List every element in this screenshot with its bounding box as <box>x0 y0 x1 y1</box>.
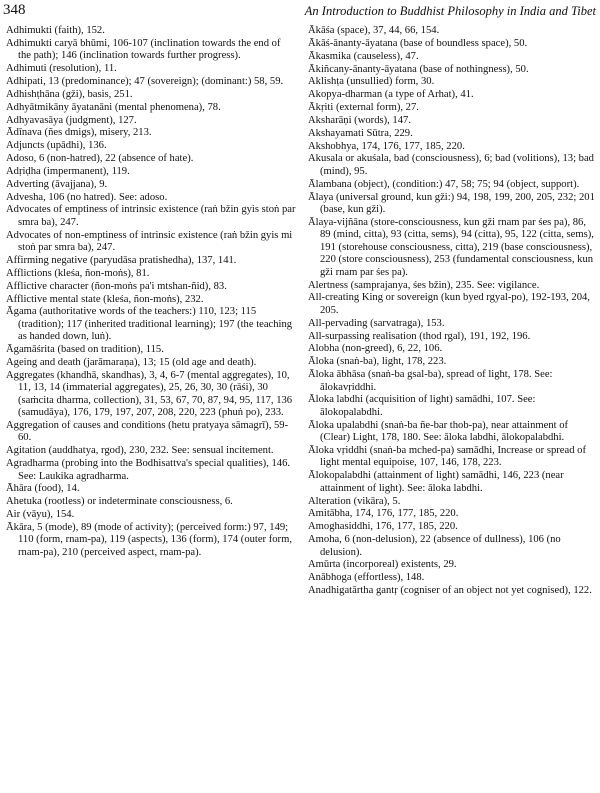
index-entry: Anābhoga (effortless), 148. <box>308 572 425 584</box>
index-entry: Ādīnava (ñes dmigs), misery, 213. <box>6 127 152 139</box>
index-entry: Āloka labdhi (acquisition of light) samādhi, 107. See: ālokopalabdhi. <box>308 394 536 418</box>
index-entry: Adṛiḍha (impermanent), 119. <box>6 165 130 177</box>
index-entry: Ahetuka (rootless) or indeterminate consciousness, 6. <box>6 496 233 508</box>
index-entry: Afflictions (kleśa, ñon-moṅs), 81. <box>6 267 150 279</box>
index-entry: Āloka (snaṅ-ba), light, 178, 223. <box>308 356 447 368</box>
index-entry: Ageing and death (jarāmaraṇa), 13; 15 (old age and death). <box>6 356 257 368</box>
index-entry: Ākāśa (space), 37, 44, 66, 154. <box>308 25 440 36</box>
index-entry: Adverting (āvajjana), 9. <box>6 178 108 190</box>
index-entry: Adhimuti (resolution), 11. <box>6 63 117 75</box>
running-title: An Introduction to Buddhist Philosophy in India and Tibet <box>304 4 596 18</box>
index-entry: Amitābha, 174, 176, 177, 185, 220. <box>308 508 459 520</box>
index-entry: Amoghasiddhi, 176, 177, 185, 220. <box>308 521 458 533</box>
index-entry: Akusala or akuśala, bad (consciousness), 6; bad (volitions), 13; bad (mind), 95. <box>308 153 594 177</box>
index-entry: Alobha (non-greed), 6, 22, 106. <box>308 343 443 355</box>
index-entry: All-creating King or sovereign (kun byed rgyal-po), 192-193, 204, 205. <box>308 292 590 316</box>
index-entry: Adhimukti caryā bhūmi, 106-107 (inclination towards the end of the path); 146 (inclination towards further progress). <box>6 37 281 62</box>
index-entry: Ālaya-vijñāna (store-consciousness, kun gži rnam par śes pa), 86, 89 (mind, citta), 93 (citta, sems), 94 (citta), 95, 122 (citta, sems), 191 (storehouse consciousness, citta), 219 (base consciousness), 220 (store consciousness), 253 (fundamental consciousness, kun gži rnam par śes pa). <box>308 216 594 278</box>
index-entry: All-pervading (sarvatraga), 153. <box>308 317 445 329</box>
index-entry: Amūrta (incorporeal) existents, 29. <box>308 559 457 571</box>
page-header <box>0 0 600 22</box>
index-entry: Akopya-dharman (a type of Arhat), 41. <box>308 89 474 101</box>
index-entry: Advesha, 106 (no hatred). See: adoso. <box>6 191 168 203</box>
index-entry: Adjuncts (upādhi), 136. <box>6 140 107 152</box>
index-entry: Adhishṭhāna (gži), basis, 251. <box>6 88 133 100</box>
index-entry: Aggregates (khandhā, skandhas), 3, 4, 6-7 (mental aggregates), 10, 11, 13, 14 (immaterial aggregates), 25, 26, 30, 30 (rāśi), 30 (saṁcita dharma, collection), 31, 53, 67, 70, 87, 94, 95, 117, 136 (samudāya), 176, 179, 197, 207, 208, 220, 223 (phuṅ po), 233. <box>6 369 293 419</box>
index-entry: Akshayamati Sūtra, 229. <box>308 127 413 139</box>
index-entry: Ākiñcany-ānanty-āyatana (base of nothingness), 50. <box>308 63 529 75</box>
index-entry: Adhyātmikāny āyatanāni (mental phenomena), 78. <box>6 101 221 113</box>
index-entry: Adoso, 6 (non-hatred), 22 (absence of hate). <box>6 153 194 165</box>
index-entry: All-surpassing realisation (thod rgal), 191, 192, 196. <box>308 330 531 342</box>
index-entry: Agradharma (probing into the Bodhisattva's special qualities), 146. See: Laukika agradharma. <box>6 458 291 482</box>
index-column-right <box>308 25 597 598</box>
index-entry: Āgamāśrita (based on tradition), 115. <box>6 344 164 356</box>
index-entry: Āhāra (food), 14. <box>6 483 80 495</box>
index-entry: Ākṛiti (external form), 27. <box>308 102 419 114</box>
index-entry: Ākasmika (causeless), 47. <box>308 50 419 62</box>
index-entry: Ākāś-ānanty-āyatana (base of boundless space), 50. <box>308 37 528 49</box>
index-entry: Āloka upalabdhi (snaṅ-ba ñe-bar thob-pa), near attainment of (Clear) Light, 178, 180. See: āloka labdhi, ālokopalabdhi. <box>308 419 569 444</box>
index-entry: Agitation (auddhatya, rgod), 230, 232. See: sensual incitement. <box>6 445 274 457</box>
index-entry: Ālokopalabdhi (attainment of light) samādhi, 146, 223 (near attainment of light). See: āloka labdhi. <box>308 470 564 494</box>
index-entry: Anadhigatārtha gantṛ (cogniser of an object not yet cognised), 122. <box>308 585 592 597</box>
index-entry: Akshobhya, 174, 176, 177, 185, 220. <box>308 140 465 152</box>
index-entry: Adhipati, 13 (predominance); 47 (sovereign); (dominant:) 58, 59. <box>6 75 284 87</box>
index-entry: Adhyavasāya (judgment), 127. <box>6 114 137 126</box>
index-entry: Amoha, 6 (non-delusion), 22 (absence of dullness), 106 (no delusion). <box>308 534 561 558</box>
index-entry: Alteration (vikāra), 5. <box>308 495 401 507</box>
index-entry: Aggregation of causes and conditions (hetu pratyaya sāmagrī), 59-60. <box>6 420 289 444</box>
index-entry: Ālambana (object), (condition:) 47, 58; 75; 94 (object, support). <box>308 178 580 190</box>
index-entry: Āgama (authoritative words of the teachers:) 110, 123; 115 (tradition); 117 (inherited traditional learning); 197 (the teaching as handed down, luṅ). <box>6 306 293 343</box>
index-entry: Afflictive mental state (kleśa, ñon-moṅs), 232. <box>6 293 204 305</box>
index-entry: Advocates of non-emptiness of intrinsic existence (raṅ bžin gyis mi stoṅ par smra ba), 247. <box>6 229 293 254</box>
index-entry: Ākāra, 5 (mode), 89 (mode of activity); (perceived form:) 97, 149; 110 (form, rnam-pa), 119 (aspects), 136 (form), 174 (outer form, rnam-pa), 210 (perceived aspect, rnam-pa). <box>6 522 292 558</box>
index-column-left <box>6 25 296 560</box>
index-entry: Aksharāṇi (words), 147. <box>308 114 411 126</box>
index-entry: Ālaya (universal ground, kun gži:) 94, 198, 199, 200, 205, 232; 201 (base, kun gži). <box>308 191 595 216</box>
index-entry: Air (vāyu), 154. <box>6 509 75 521</box>
index-entry: Advocates of emptiness of intrinsic existence (raṅ bžin gyis stoṅ par smra ba), 247. <box>6 204 296 228</box>
index-entry: Alertness (samprajanya, śes bžin), 235. See: vigilance. <box>308 279 540 291</box>
page-number: 348 <box>3 2 26 18</box>
index-entry: Āloka vṛiddhi (snaṅ-ba mched-pa) samādhi, Increase or spread of light mental equipoise, 107, 146, 178, 223. <box>308 444 586 469</box>
index-entry: Aklishṭa (unsullied) form, 30. <box>308 76 435 88</box>
index-entry: Āloka ābhāsa (snaṅ-ba gsal-ba), spread of light, 178. See: ālokavṛiddhi. <box>308 369 553 393</box>
index-entry: Affirming negative (paryudāsa pratishedha), 137, 141. <box>6 255 237 267</box>
index-entry: Adhimukti (faith), 152. <box>6 25 105 36</box>
index-entry: Afflictive character (ñon-moṅs pa'i mtshan-ñid), 83. <box>6 280 227 292</box>
